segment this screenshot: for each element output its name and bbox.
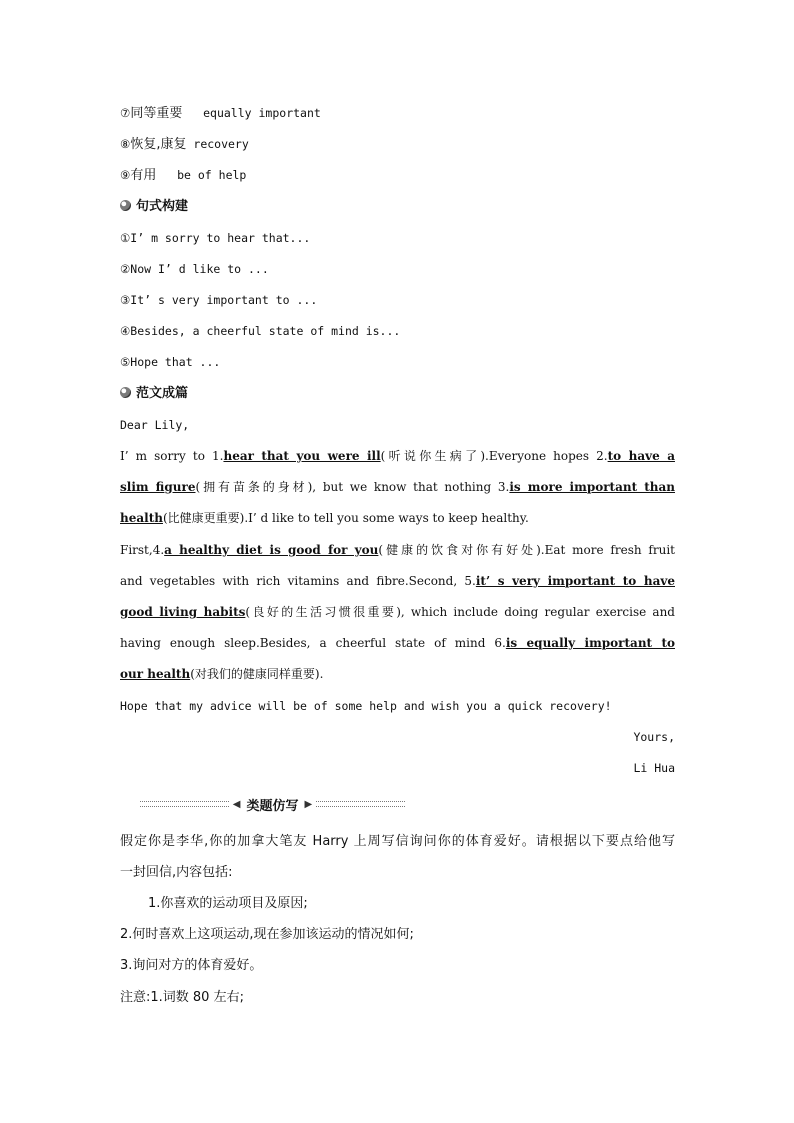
- task-point-3: 3.询问对方的体育爱好。: [120, 958, 263, 973]
- sentence-item-4: ④Besides, a cheerful state of mind is...: [120, 324, 401, 338]
- vocab-chinese: 同等重要: [130, 106, 183, 121]
- triangle-right-icon: ▶: [304, 798, 313, 810]
- vocab-number: ⑨: [120, 168, 131, 182]
- triangle-left-icon: ◀: [232, 798, 241, 810]
- letter-p2-line3: good living habits(良好的生活习惯很重要), which include doing regular exercise and: [120, 605, 675, 619]
- vocab-english: recovery: [193, 137, 249, 151]
- letter-p1-line1: I’ m sorry to 1.hear that you were ill(听说你生病了).Everyone hopes 2.to have a: [120, 449, 675, 463]
- sentence-item-5: ⑤Hope that ...: [120, 355, 221, 369]
- bullet-icon: [120, 200, 131, 211]
- divider-dots: [140, 801, 229, 807]
- letter-salutation: Dear Lily,: [120, 418, 190, 432]
- vocab-item-9: [120, 165, 675, 185]
- answer-3: is more important than: [509, 480, 675, 494]
- answer-4: a healthy diet is good for you: [164, 543, 379, 557]
- letter-signature: Li Hua: [633, 761, 675, 775]
- vocab-chinese: 恢复,康复: [130, 137, 187, 152]
- answer-6: is equally important to: [505, 636, 675, 650]
- answer-5: it’ s very important to have: [475, 574, 675, 588]
- vocab-english: be of help: [177, 168, 247, 182]
- letter-p2-line5: our health(对我们的健康同样重要).: [120, 667, 324, 681]
- answer-1: hear that you were ill: [223, 449, 381, 463]
- section-divider: [140, 794, 405, 814]
- letter-p1-line3: health(比健康更重要).I’ d like to tell you some ways to keep healthy.: [120, 511, 529, 525]
- task-point-1: 1.你喜欢的运动项目及原因;: [148, 896, 308, 911]
- letter-p3: Hope that my advice will be of some help and wish you a quick recovery!: [120, 699, 612, 713]
- letter-p2-line1: First,4.a healthy diet is good for you(健康的饮食对你有好处).Eat more fresh fruit: [120, 543, 675, 557]
- task-point-2: 2.何时喜欢上这项运动,现在参加该运动的情况如何;: [120, 927, 414, 942]
- letter-closing: Yours,: [633, 730, 675, 744]
- section-title: 类题仿写: [246, 798, 299, 814]
- letter-p2-line4: having enough sleep.Besides, a cheerful state of mind 6.is equally important to: [120, 636, 675, 650]
- answer-5-cont: good living habits: [120, 605, 246, 619]
- task-intro-line1: 假定你是李华,你的加拿大笔友 Harry 上周写信询问你的体育爱好。请根据以下要点给他写: [120, 834, 675, 849]
- vocab-number: ⑧: [120, 137, 131, 151]
- sentence-item-1: ①I’ m sorry to hear that...: [120, 231, 311, 245]
- answer-3-cont: health: [120, 511, 163, 525]
- vocab-chinese: 有用: [130, 168, 157, 183]
- essay-heading: 范文成篇: [120, 384, 675, 404]
- vocab-english: equally important: [203, 106, 321, 120]
- sentence-heading: 句式构建: [120, 197, 675, 217]
- bullet-icon: [120, 387, 131, 398]
- task-intro-line2: 一封回信,内容包括:: [120, 865, 233, 880]
- vocab-item-8: [120, 134, 675, 154]
- divider-dots: [316, 801, 405, 807]
- letter-p2-line2: and vegetables with rich vitamins and fibre.Second, 5.it’ s very important to have: [120, 574, 675, 588]
- letter-p1-line2: slim figure(拥有苗条的身材), but we know that nothing 3.is more important than: [120, 480, 675, 494]
- sentence-item-2: ②Now I’ d like to ...: [120, 262, 269, 276]
- answer-2-cont: slim figure: [120, 480, 196, 494]
- vocab-item-7: [120, 103, 675, 123]
- answer-6-cont: our health: [120, 667, 191, 681]
- answer-2: to have a: [607, 449, 675, 463]
- task-note: 注意:1.词数 80 左右;: [120, 990, 244, 1005]
- sentence-item-3: ③It’ s very important to ...: [120, 293, 318, 307]
- vocab-number: ⑦: [120, 106, 131, 120]
